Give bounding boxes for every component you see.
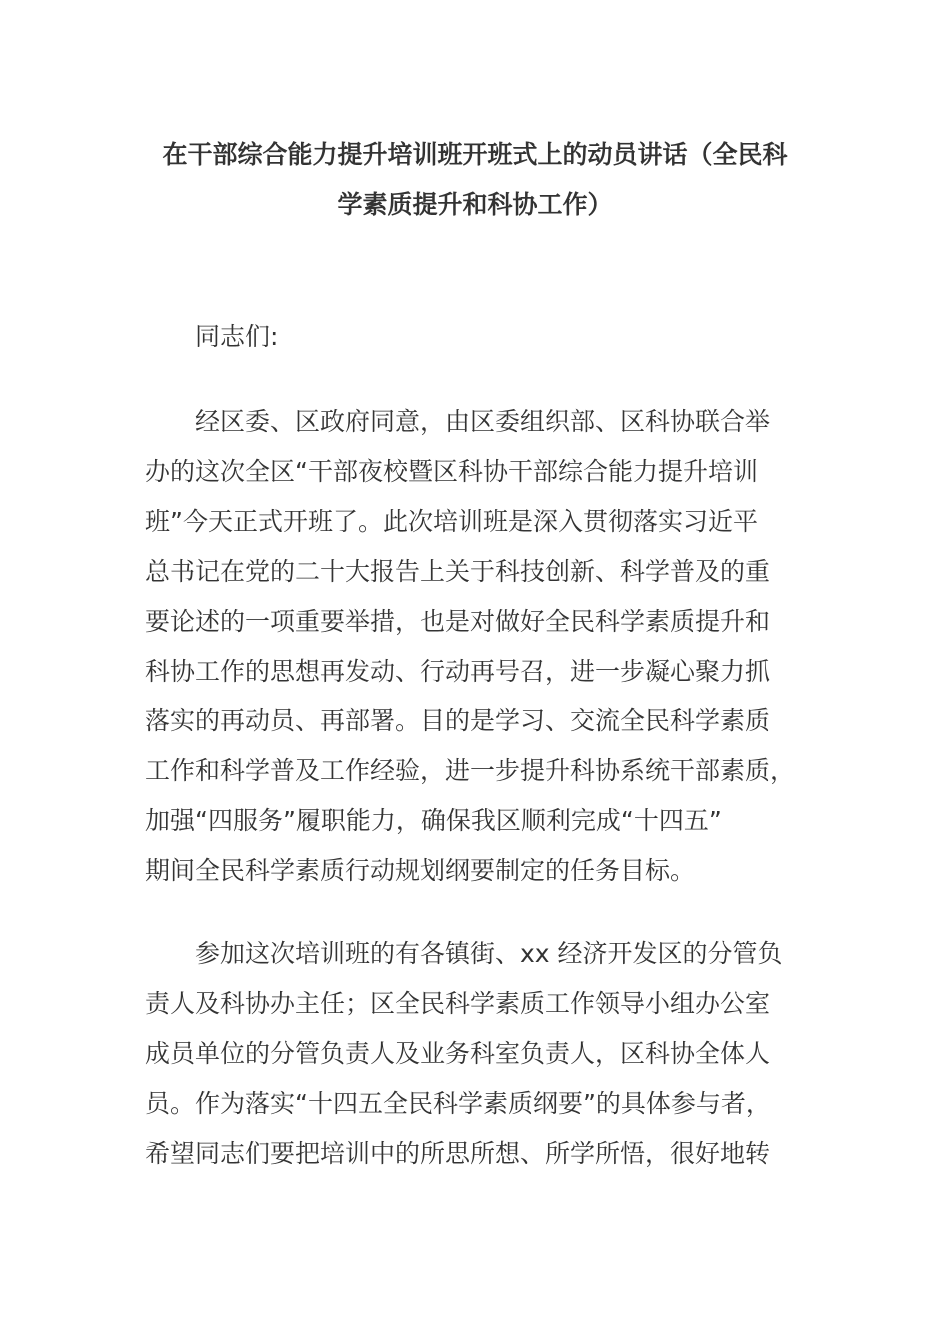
body-paragraph-2 bbox=[145, 929, 805, 1179]
paragraph-line: 落实的再动员、再部署。目的是学习、交流全民科学素质 bbox=[145, 706, 771, 736]
paragraph-line: 经区委、区政府同意，由区委组织部、区科协联合举 bbox=[195, 407, 771, 436]
salutation-text: 同志们: bbox=[195, 322, 279, 351]
paragraph-line: 期间全民科学素质行动规划纲要制定的任务目标。 bbox=[145, 856, 696, 886]
paragraph-line: 加强“四服务”履职能力，确保我区顺利完成“十四五” bbox=[145, 806, 722, 836]
title-line: 学素质提升和科协工作） bbox=[337, 190, 613, 219]
salutation bbox=[145, 312, 805, 362]
paragraph-line: 总书记在党的二十大报告上关于科技创新、科学普及的重 bbox=[145, 556, 771, 586]
paragraph-line: 责人及科协办主任；区全民科学素质工作领导小组办公室 bbox=[145, 988, 771, 1018]
body-paragraph-1 bbox=[145, 397, 805, 896]
paragraph-line: 办的这次全区“干部夜校暨区科协干部综合能力提升培训 bbox=[145, 456, 758, 486]
paragraph-line: 员。作为落实“十四五全民科学素质纲要”的具体参与者， bbox=[145, 1088, 771, 1118]
paragraph-line: 班”今天正式开班了。此次培训班是深入贯彻落实习近平 bbox=[145, 506, 758, 536]
paragraph-line: 科协工作的思想再发动、行动再号召，进一步凝心聚力抓 bbox=[145, 656, 771, 686]
paragraph-line: 工作和科学普及工作经验，进一步提升科协系统干部素质， bbox=[145, 756, 796, 786]
paragraph-line: 要论述的一项重要举措，也是对做好全民科学素质提升和 bbox=[145, 606, 771, 636]
paragraph-line: 成员单位的分管负责人及业务科室负责人，区科协全体人 bbox=[145, 1038, 771, 1068]
paragraph-line: 希望同志们要把培训中的所思所想、所学所悟，很好地转 bbox=[145, 1138, 771, 1168]
title-line: 在干部综合能力提升培训班开班式上的动员讲话（全民科 bbox=[162, 140, 788, 169]
paragraph-line: 参加这次培训班的有各镇街、xx 经济开发区的分管负 bbox=[195, 939, 783, 968]
document-title bbox=[145, 130, 805, 230]
